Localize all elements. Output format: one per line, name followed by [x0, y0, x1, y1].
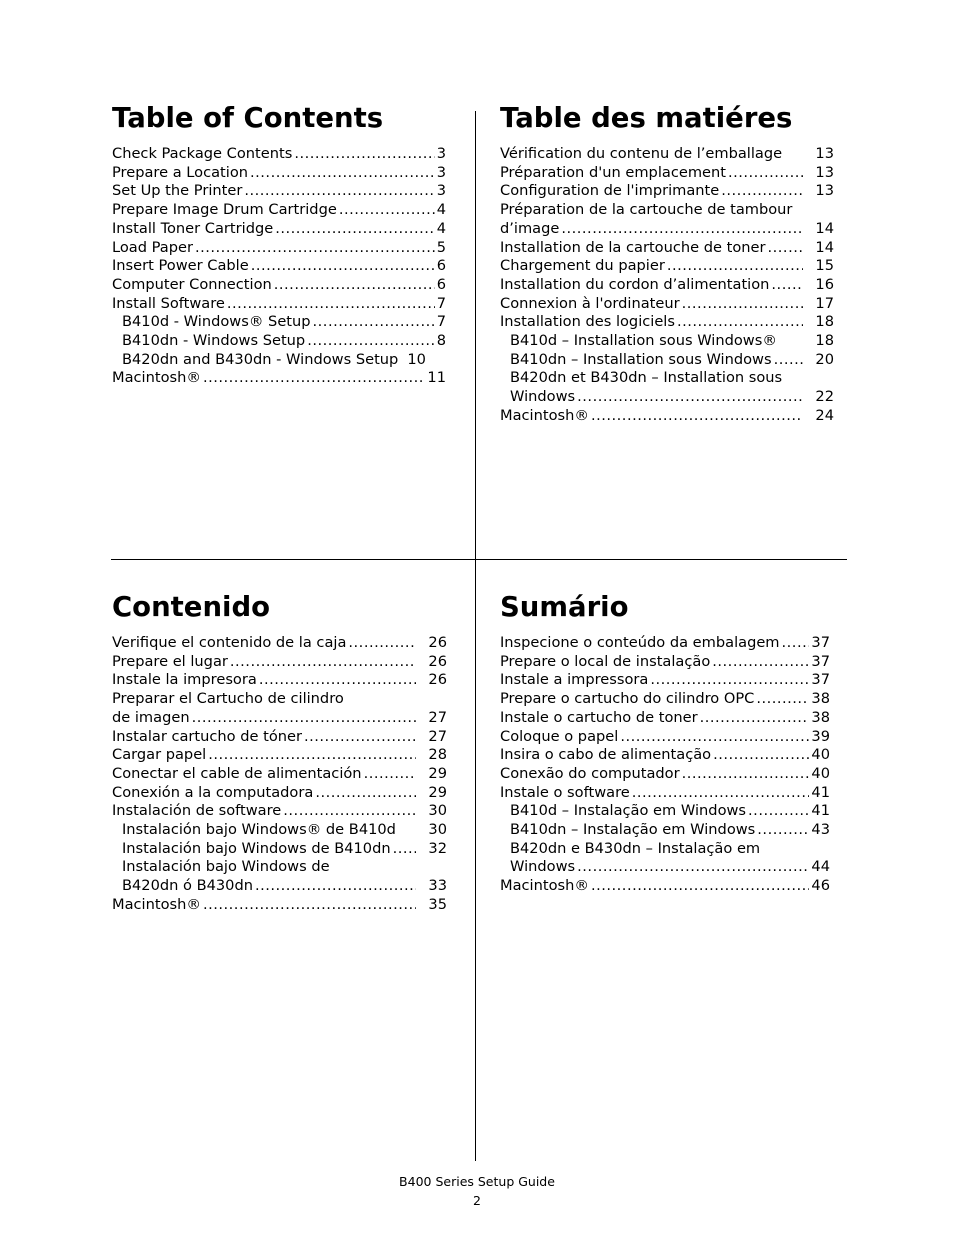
toc-entry[interactable]: [500, 239, 834, 258]
french-toc-heading: Table des matiéres: [500, 102, 793, 134]
toc-leader: [255, 877, 416, 896]
toc-entry-label: Conectar el cable de alimentación: [112, 764, 362, 782]
toc-entry-page: 41: [811, 802, 830, 820]
toc-entry-label: Preparar el Cartucho de cilindro: [112, 690, 344, 708]
toc-entry[interactable]: [500, 276, 834, 295]
toc-leader: [768, 239, 804, 258]
toc-leader: [757, 821, 809, 840]
toc-entry[interactable]: [112, 728, 447, 747]
toc-entry[interactable]: [500, 407, 834, 426]
toc-entry[interactable]: [112, 709, 447, 728]
toc-entry-label: Préparation de la cartouche de tambour: [500, 201, 793, 219]
portuguese-toc-heading: Sumário: [500, 591, 629, 623]
portuguese-toc-list: [500, 634, 830, 896]
toc-leader: [274, 276, 435, 295]
toc-entry-label: Instalación bajo Windows® de B410d: [122, 821, 396, 839]
toc-entry-label: Instalar cartucho de tóner: [112, 727, 302, 745]
toc-entry-page: 17: [815, 294, 834, 312]
toc-entry-label: Inspecione o conteúdo da embalagem: [500, 634, 780, 651]
toc-entry-page: 10: [407, 350, 426, 368]
toc-entry-page: 7: [436, 313, 446, 331]
toc-entry-label: Windows: [510, 858, 576, 876]
toc-leader: [577, 858, 809, 877]
toc-entry-page: 22: [815, 388, 834, 406]
toc-entry[interactable]: [112, 671, 447, 690]
toc-entry-label: Prepare o cartucho do cilindro OPC: [500, 690, 755, 708]
toc-entry[interactable]: [500, 690, 830, 709]
toc-entry-label: Préparation d'un emplacement: [500, 163, 726, 181]
toc-entry-label: Instale a impressora: [500, 671, 649, 689]
toc-entry[interactable]: [500, 295, 834, 314]
toc-entry-label: Chargement du papier: [500, 257, 665, 275]
toc-entry[interactable]: [500, 728, 830, 747]
toc-entry-label: Prepare Image Drum Cartridge: [112, 201, 337, 219]
toc-leader: [771, 276, 803, 295]
english-toc-section: [112, 100, 446, 388]
toc-entry-page: 18: [815, 313, 834, 331]
toc-leader: [339, 201, 435, 220]
french-toc-section: [500, 100, 834, 426]
toc-leader: [712, 653, 809, 672]
spanish-toc-heading: Contenido: [112, 591, 271, 623]
toc-leader: [721, 182, 803, 201]
toc-entry-label: Verifique el contenido de la caja: [112, 634, 347, 651]
toc-leader: [591, 407, 803, 426]
toc-leader: [650, 671, 809, 690]
toc-entry-label: Computer Connection: [112, 275, 272, 293]
toc-entry-page: 3: [436, 145, 446, 162]
toc-leader: [203, 369, 425, 388]
toc-entry[interactable]: [500, 182, 834, 201]
toc-entry[interactable]: [500, 840, 830, 859]
toc-entry-page: 14: [815, 219, 834, 237]
toc-entry[interactable]: [112, 239, 446, 258]
toc-entry[interactable]: [500, 332, 834, 351]
toc-entry[interactable]: [500, 257, 834, 276]
vertical-divider-bottom: [475, 560, 476, 1161]
toc-entry-label: Installation de la cartouche de toner: [500, 238, 766, 256]
toc-leader: [208, 746, 416, 765]
toc-leader: [259, 671, 417, 690]
toc-entry[interactable]: [112, 201, 446, 220]
toc-entry[interactable]: [112, 351, 446, 370]
toc-entry-label: B420dn et B430dn – Installation sous: [510, 369, 783, 387]
toc-entry[interactable]: [112, 896, 447, 915]
toc-entry[interactable]: [500, 313, 834, 332]
english-toc-heading: Table of Contents: [112, 102, 384, 134]
toc-entry-page: 44: [811, 858, 830, 876]
toc-entry-page: 30: [428, 802, 447, 820]
toc-entry-page: 4: [436, 201, 446, 219]
toc-entry[interactable]: [500, 746, 830, 765]
toc-leader: [244, 182, 434, 201]
footer-guide-title: B400 Series Setup Guide: [399, 1174, 555, 1189]
toc-leader: [315, 784, 416, 803]
toc-leader: [294, 145, 434, 164]
footer-page-number: 2: [473, 1193, 481, 1208]
toc-entry-page: 13: [815, 163, 834, 181]
toc-entry-label: Connexion à l'ordinateur: [500, 294, 680, 312]
toc-entry[interactable]: [500, 877, 830, 896]
toc-entry[interactable]: [112, 276, 446, 295]
toc-entry[interactable]: [112, 257, 446, 276]
toc-leader: [782, 634, 810, 653]
toc-entry[interactable]: [112, 784, 447, 803]
toc-entry-label: Instale la impresora: [112, 671, 257, 689]
toc-entry-label: Conexión a la computadora: [112, 783, 314, 801]
toc-leader: [561, 220, 803, 239]
toc-leader: [364, 765, 417, 784]
toc-entry-page: 4: [436, 219, 446, 237]
toc-entry-label: Installation du cordon d’alimentation: [500, 275, 770, 293]
toc-entry[interactable]: [500, 201, 834, 220]
toc-entry-page: 8: [436, 332, 446, 350]
toc-entry-page: 7: [436, 294, 446, 312]
toc-entry-label: Windows: [510, 388, 576, 406]
toc-entry-page: 20: [815, 350, 834, 368]
toc-entry-page: 37: [811, 652, 830, 670]
toc-entry[interactable]: [112, 164, 446, 183]
toc-entry-label: B410d – Installation sous Windows®: [510, 332, 777, 350]
toc-entry-label: Set Up the Printer: [112, 182, 243, 200]
toc-leader: [728, 164, 803, 183]
toc-leader: [192, 709, 417, 728]
toc-leader: [713, 746, 809, 765]
toc-entry-label: Configuration de l'imprimante: [500, 182, 720, 200]
toc-entry-label: de imagen: [112, 708, 190, 726]
toc-entry-page: 18: [815, 332, 834, 350]
toc-entry-label: Cargar papel: [112, 746, 207, 764]
toc-entry-label: Macintosh®: [500, 406, 589, 424]
toc-entry[interactable]: [112, 746, 447, 765]
toc-entry-page: 6: [436, 275, 446, 293]
toc-entry-label: B410d - Windows® Setup: [122, 313, 311, 331]
toc-leader: [682, 295, 804, 314]
toc-leader: [203, 896, 416, 915]
toc-entry[interactable]: [112, 295, 446, 314]
toc-entry[interactable]: [112, 332, 446, 351]
toc-entry-label: Instalación de software: [112, 802, 282, 820]
toc-leader: [283, 802, 416, 821]
toc-entry-page: 43: [811, 821, 830, 839]
toc-entry[interactable]: [112, 182, 446, 201]
toc-leader: [195, 239, 435, 258]
toc-entry-page: 46: [811, 877, 830, 895]
toc-entry-label: Conexão do computador: [500, 764, 680, 782]
toc-leader: [227, 295, 435, 314]
toc-entry[interactable]: [112, 145, 446, 164]
toc-entry-label: Macintosh®: [112, 895, 201, 913]
toc-entry-label: Insert Power Cable: [112, 257, 249, 275]
toc-entry[interactable]: [500, 802, 830, 821]
toc-entry[interactable]: [112, 802, 447, 821]
toc-entry-page: 40: [811, 746, 830, 764]
toc-leader: [313, 313, 435, 332]
toc-entry-label: Macintosh®: [500, 877, 589, 895]
toc-leader: [230, 653, 417, 672]
toc-leader: [632, 784, 810, 803]
toc-entry[interactable]: [112, 634, 447, 653]
toc-entry[interactable]: [500, 145, 834, 164]
toc-entry-page: 26: [428, 652, 447, 670]
toc-entry-page: 35: [428, 895, 447, 913]
toc-entry-page: 41: [811, 783, 830, 801]
toc-entry-label: B410dn - Windows Setup: [122, 332, 306, 350]
toc-leader: [667, 257, 804, 276]
toc-entry-page: 24: [815, 406, 834, 424]
toc-entry-label: B420dn ó B430dn: [122, 877, 253, 895]
toc-leader: [393, 840, 417, 859]
toc-entry-label: Installation des logiciels: [500, 313, 675, 331]
toc-entry-page: 28: [428, 746, 447, 764]
toc-entry[interactable]: [112, 821, 447, 840]
toc-entry-page: 27: [428, 727, 447, 745]
toc-entry-label: B410d – Instalação em Windows: [510, 802, 747, 820]
toc-leader: [774, 351, 804, 370]
toc-entry-label: Prepare a Location: [112, 163, 249, 181]
toc-leader: [677, 313, 803, 332]
toc-entry-label: d’image: [500, 219, 560, 237]
toc-entry[interactable]: [112, 765, 447, 784]
toc-leader: [620, 728, 809, 747]
toc-entry[interactable]: [500, 784, 830, 803]
toc-entry[interactable]: [500, 765, 830, 784]
toc-entry-page: 26: [428, 634, 447, 651]
toc-entry-page: 13: [815, 145, 834, 162]
toc-entry[interactable]: [500, 634, 830, 653]
horizontal-divider: [111, 559, 847, 560]
toc-leader: [251, 257, 435, 276]
toc-entry[interactable]: [112, 690, 447, 709]
toc-entry[interactable]: [112, 369, 446, 388]
toc-leader: [275, 220, 434, 239]
toc-entry-label: Install Software: [112, 294, 225, 312]
toc-entry-label: B410dn – Installation sous Windows: [510, 350, 772, 368]
toc-entry-page: 5: [436, 238, 446, 256]
toc-entry-label: Vérification du contenu de l’emballage: [500, 145, 783, 162]
spanish-toc-section: [112, 589, 447, 915]
toc-leader: [577, 388, 803, 407]
toc-entry-page: 30: [428, 821, 447, 839]
toc-entry-page: 38: [811, 708, 830, 726]
toc-entry-label: Install Toner Cartridge: [112, 219, 274, 237]
toc-entry[interactable]: [500, 369, 834, 388]
toc-entry-page: 11: [427, 369, 446, 387]
toc-entry-page: 33: [428, 877, 447, 895]
toc-entry-page: 38: [811, 690, 830, 708]
toc-entry-page: 29: [428, 764, 447, 782]
toc-entry[interactable]: [500, 709, 830, 728]
toc-entry-label: B420dn e B430dn – Instalação em: [510, 839, 761, 857]
toc-entry-label: Coloque o papel: [500, 727, 619, 745]
toc-entry-label: Instalación bajo Windows de B410dn: [122, 839, 391, 857]
toc-entry-label: Macintosh®: [112, 369, 201, 387]
toc-leader: [307, 332, 435, 351]
toc-entry-label: B420dn and B430dn - Windows Setup: [122, 350, 399, 368]
toc-entry[interactable]: [500, 164, 834, 183]
toc-entry-page: 3: [436, 163, 446, 181]
toc-leader: [756, 690, 809, 709]
toc-entry-page: 26: [428, 671, 447, 689]
toc-leader: [348, 634, 416, 653]
toc-entry-label: Insira o cabo de alimentação: [500, 746, 712, 764]
toc-leader: [748, 802, 809, 821]
toc-leader: [700, 709, 810, 728]
toc-entry-page: 16: [815, 275, 834, 293]
toc-entry-page: 27: [428, 708, 447, 726]
toc-entry[interactable]: [112, 653, 447, 672]
toc-entry-label: Instale o software: [500, 783, 630, 801]
toc-entry[interactable]: [112, 877, 447, 896]
toc-entry-label: B410dn – Instalação em Windows: [510, 821, 756, 839]
toc-entry[interactable]: [500, 388, 834, 407]
toc-leader: [682, 765, 810, 784]
toc-entry-label: Check Package Contents: [112, 145, 293, 162]
french-toc-list: [500, 145, 834, 426]
toc-entry-label: Prepare el lugar: [112, 652, 228, 670]
toc-entry-page: 14: [815, 238, 834, 256]
spanish-toc-list: [112, 634, 447, 915]
toc-entry-page: 37: [811, 671, 830, 689]
toc-entry-label: Load Paper: [112, 238, 193, 256]
toc-entry-page: 13: [815, 182, 834, 200]
toc-entry[interactable]: [500, 351, 834, 370]
toc-entry-page: 39: [811, 727, 830, 745]
toc-leader: [591, 877, 809, 896]
toc-entry[interactable]: [500, 671, 830, 690]
toc-entry-label: Prepare o local de instalação: [500, 652, 711, 670]
toc-entry[interactable]: [112, 858, 447, 877]
toc-entry-label: Instalación bajo Windows de: [122, 858, 330, 876]
toc-entry-page: 29: [428, 783, 447, 801]
vertical-divider-top: [475, 111, 476, 559]
toc-entry-page: 40: [811, 764, 830, 782]
toc-leader: [250, 164, 435, 183]
toc-entry-page: 37: [811, 634, 830, 651]
toc-entry[interactable]: [112, 313, 446, 332]
toc-entry-page: 6: [436, 257, 446, 275]
toc-entry[interactable]: [500, 858, 830, 877]
toc-entry[interactable]: [500, 220, 834, 239]
toc-entry-page: 15: [815, 257, 834, 275]
toc-entry[interactable]: [112, 840, 447, 859]
toc-entry-page: 3: [436, 182, 446, 200]
portuguese-toc-section: [500, 589, 830, 896]
toc-leader: [304, 728, 416, 747]
english-toc-list: [112, 145, 446, 388]
toc-entry[interactable]: [112, 220, 446, 239]
toc-entry-label: Instale o cartucho de toner: [500, 708, 698, 726]
toc-entry[interactable]: [500, 653, 830, 672]
toc-entry-page: 32: [428, 839, 447, 857]
toc-entry[interactable]: [500, 821, 830, 840]
